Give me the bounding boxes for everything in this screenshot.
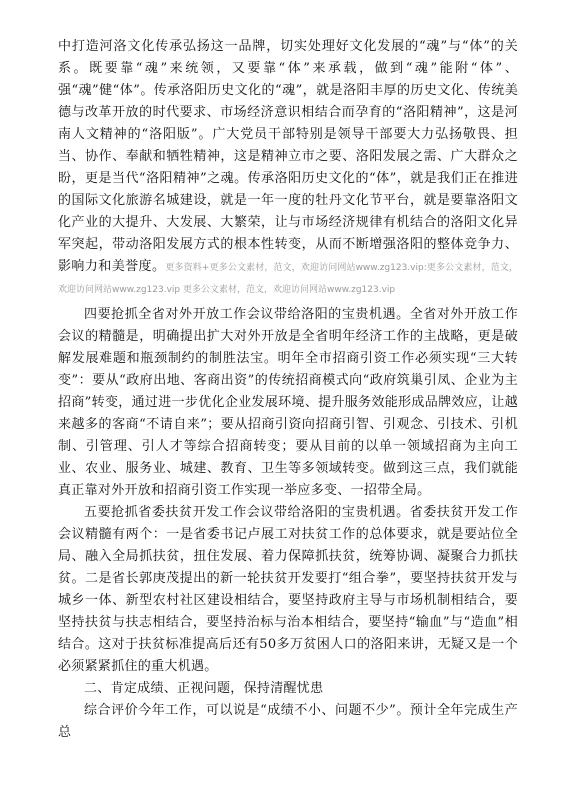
watermark-text: 更多资料+更多公文素材，范文，欢迎访问网站www.zg123.vip:更多公文素材，范文，欢迎访问网站www.zg123.vip 更多公文素材，范文，欢迎访问网站www.zg123.vip <box>58 263 518 295</box>
document-page <box>58 36 518 744</box>
section-heading: 二、肯定成绩、正视问题，保持清醒忧患 <box>84 681 324 696</box>
paragraph-opening-up-opportunity: 四要抢抓全省对外开放工作会议带给洛阳的宝贵机遇。全省对外开放工作会议的精髓是，明确提出扩大对外开放是全省明年经济工作的主战略，更是破解发展难题和瓶颈制约的制胜法宝。明年全市招商引资工作必须实现“三大转变”：要从“政府出地、客商出资”的传统招商模式向“政府筑巢引凤、企业为主招商”转变，通过进一步优化企业发展环境、提升服务效能形成品牌效应，让越来越多的客商“不请自来”；要从招商引资向招商引智、引观念、引技术、引机制、引管理、引人才等综合招商转变；要从目前的以单一领域招商为主向工业、农业、服务业、城建、教育、卫生等多领域转变。做到这三点，我们就能真正靠对外开放和招商引资工作实现一举应多变、一招带全局。 <box>58 307 518 498</box>
paragraph-culture-text: 中打造河洛文化传承弘扬这一品牌，切实处理好文化发展的“魂”与“体”的关系。既要靠“魂”来统领，又要靠“体”来承载，做到“魂”能附“体”、强“魂”健“体”。传承洛阳历史文化的“魂”，就是洛阳丰厚的历史文化、传统美德与改革开放的时代要求、市场经济意识相结合而孕育的“洛阳精神”，这是河南人文精神的“洛阳版”。广大党员干部特别是领导干部要大力弘扬敬畏、担当、协作、奉献和牺牲精神，这是精神立市之要、洛阳发展之需、广大群众之盼，更是当代“洛阳精神”之魂。传承洛阳历史文化的“体”，就是我们正在推进的国际文化旅游名城建设，就是一年一度的牡丹文化节平台，就是要靠洛阳文化产业的大提升、大发展、大繁荣，让与市场经济规律有机结合的洛阳文化异军突起，带动洛阳发展方式的根本性转变，从而不断增强洛阳的整体竞争力、影响力和美誉度。 <box>58 39 518 274</box>
paragraph-poverty-alleviation-opportunity: 五要抢抓省委扶贫开发工作会议带给洛阳的宝贵机遇。省委扶贫开发工作会议精髓有两个：一是省委书记卢展工对扶贫工作的总体要求，就是要站位全局、融入全局抓扶贫，扭住发展、着力保障抓扶贫，统筹协调、凝聚合力抓扶贫。二是省长郭庚茂提出的新一轮扶贫开发要打“组合拳”，要坚持扶贫开发与城乡一体、新型农村社区建设相结合，要坚持政府主导与市场机制相结合，要坚持扶贫与扶志相结合，要坚持治标与治本相结合，要坚持“输血”与“造血”相结合。这对于扶贫标准提高后还有50多万贫困人口的洛阳来讲，无疑又是一个必须紧紧抓住的重大机遇。 <box>58 505 518 674</box>
paragraph-culture-soul-body <box>58 36 518 300</box>
paragraph-overall-evaluation: 综合评价今年工作，可以说是“成绩不小、问题不少”。预计全年完成生产总 <box>58 703 518 740</box>
